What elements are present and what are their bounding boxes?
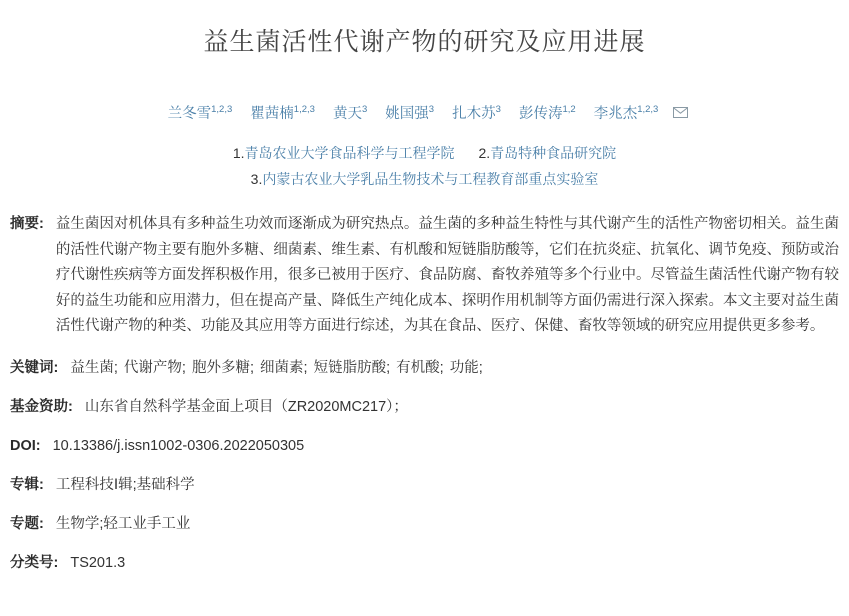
author-affiliation-sup: 3 xyxy=(361,104,368,115)
topic-row xyxy=(10,512,839,537)
author-affiliation-sup: 1,2,3 xyxy=(637,104,659,115)
fund-row xyxy=(10,395,839,420)
paper-metadata xyxy=(0,212,849,576)
classification-label: 分类号: xyxy=(10,554,59,571)
abstract-text: 益生菌因对机体具有多种益生功效而逐渐成为研究热点。益生菌的多种益生特性与其代谢产生的活性产物密切相关。益生菌的活性代谢产物主要有胞外多糖、细菌素、维生素、有机酸和短链脂肪酸等，它们在抗炎症、抗氧化、调节免疫、预防或治疗代谢性疾病等方面发挥积极作用，很多已被用于医疗、食品防腐、畜牧养殖等多个行业中。尽管益生菌活性代谢产物有较好的益生功能和应用潜力，但在提高产量、降低生产纯化成本、探明作用机制等方面仍需进行深入探索。本文主要对益生菌活性代谢产物的种类、功能及其应用等方面进行综述，为其在食品、医疗、保健、畜牧等领域的研究应用提供更多参考。 xyxy=(55,216,839,334)
affiliation-number: 1. xyxy=(232,145,245,161)
affiliation-name: 青岛特种食品研究院 xyxy=(490,145,617,161)
affiliation-number: 2. xyxy=(478,145,491,161)
collection-value[interactable]: 工程科技Ⅰ辑;基础科学 xyxy=(55,476,195,493)
author-affiliation-sup: 3 xyxy=(495,104,501,115)
keywords-list xyxy=(70,356,839,381)
affiliation-name: 内蒙古农业大学乳品生物技术与工程教育部重点实验室 xyxy=(262,171,599,187)
author-name: 扎木苏 xyxy=(452,105,496,122)
keyword-item[interactable]: 短链脂肪酸; xyxy=(313,359,391,376)
keyword-item[interactable]: 细菌素; xyxy=(260,359,308,376)
author-item[interactable] xyxy=(168,106,233,122)
doi-label: DOI: xyxy=(10,437,41,454)
author-item[interactable] xyxy=(250,106,315,122)
affiliation-item-1[interactable] xyxy=(233,145,455,161)
author-name: 兰冬雪 xyxy=(167,105,212,122)
affiliation-line-2 xyxy=(0,166,849,192)
collection-label: 专辑: xyxy=(10,476,44,493)
collection-row xyxy=(10,473,839,498)
author-name: 彭传涛 xyxy=(518,105,563,122)
author-name: 李兆杰 xyxy=(593,105,638,122)
affiliation-line-1 xyxy=(0,140,849,166)
author-item[interactable] xyxy=(594,106,659,122)
keyword-item[interactable]: 有机酸; xyxy=(396,359,444,376)
author-list xyxy=(0,64,849,124)
doi-value[interactable]: 10.13386/j.issn1002-0306.2022050305 xyxy=(52,437,305,454)
classification-value[interactable]: TS201.3 xyxy=(70,554,126,571)
affiliation-item-3[interactable] xyxy=(251,171,599,187)
author-affiliation-sup: 1,2 xyxy=(562,104,576,115)
keywords-row xyxy=(10,356,839,381)
keyword-item[interactable]: 胞外多糖; xyxy=(191,359,254,376)
topic-label: 专题: xyxy=(10,515,44,532)
author-item[interactable] xyxy=(385,106,434,122)
author-item[interactable] xyxy=(333,106,367,122)
author-name: 瞿茜楠 xyxy=(250,105,294,122)
keyword-item[interactable]: 益生菌; xyxy=(70,359,118,376)
author-name: 黄天 xyxy=(332,105,362,122)
author-affiliation-sup: 1,2,3 xyxy=(293,104,315,115)
affiliation-item-2[interactable] xyxy=(478,145,616,161)
author-item[interactable] xyxy=(452,106,501,122)
abstract-label: 摘要: xyxy=(10,216,44,232)
author-item[interactable] xyxy=(519,106,576,122)
classification-row xyxy=(10,551,839,576)
affiliation-number: 3. xyxy=(250,171,263,187)
author-affiliation-sup: 3 xyxy=(428,104,435,115)
keywords-label: 关键词: xyxy=(10,359,59,376)
fund-label: 基金资助: xyxy=(10,398,73,415)
author-affiliation-sup: 1,2,3 xyxy=(211,104,233,115)
affiliation-list xyxy=(0,124,849,192)
keyword-item[interactable]: 代谢产物; xyxy=(123,359,186,376)
affiliation-name: 青岛农业大学食品科学与工程学院 xyxy=(244,145,455,161)
keyword-item[interactable]: 功能; xyxy=(449,359,483,376)
topic-value[interactable]: 生物学;轻工业手工业 xyxy=(55,515,191,532)
mail-icon[interactable] xyxy=(673,104,688,124)
page-title: 益生菌活性代谢产物的研究及应用进展 xyxy=(203,28,646,56)
author-name: 姚国强 xyxy=(385,105,429,122)
fund-value: 山东省自然科学基金面上项目（ZR2020MC217）； xyxy=(84,398,408,415)
abstract-row xyxy=(10,212,839,340)
doi-row xyxy=(10,434,839,459)
